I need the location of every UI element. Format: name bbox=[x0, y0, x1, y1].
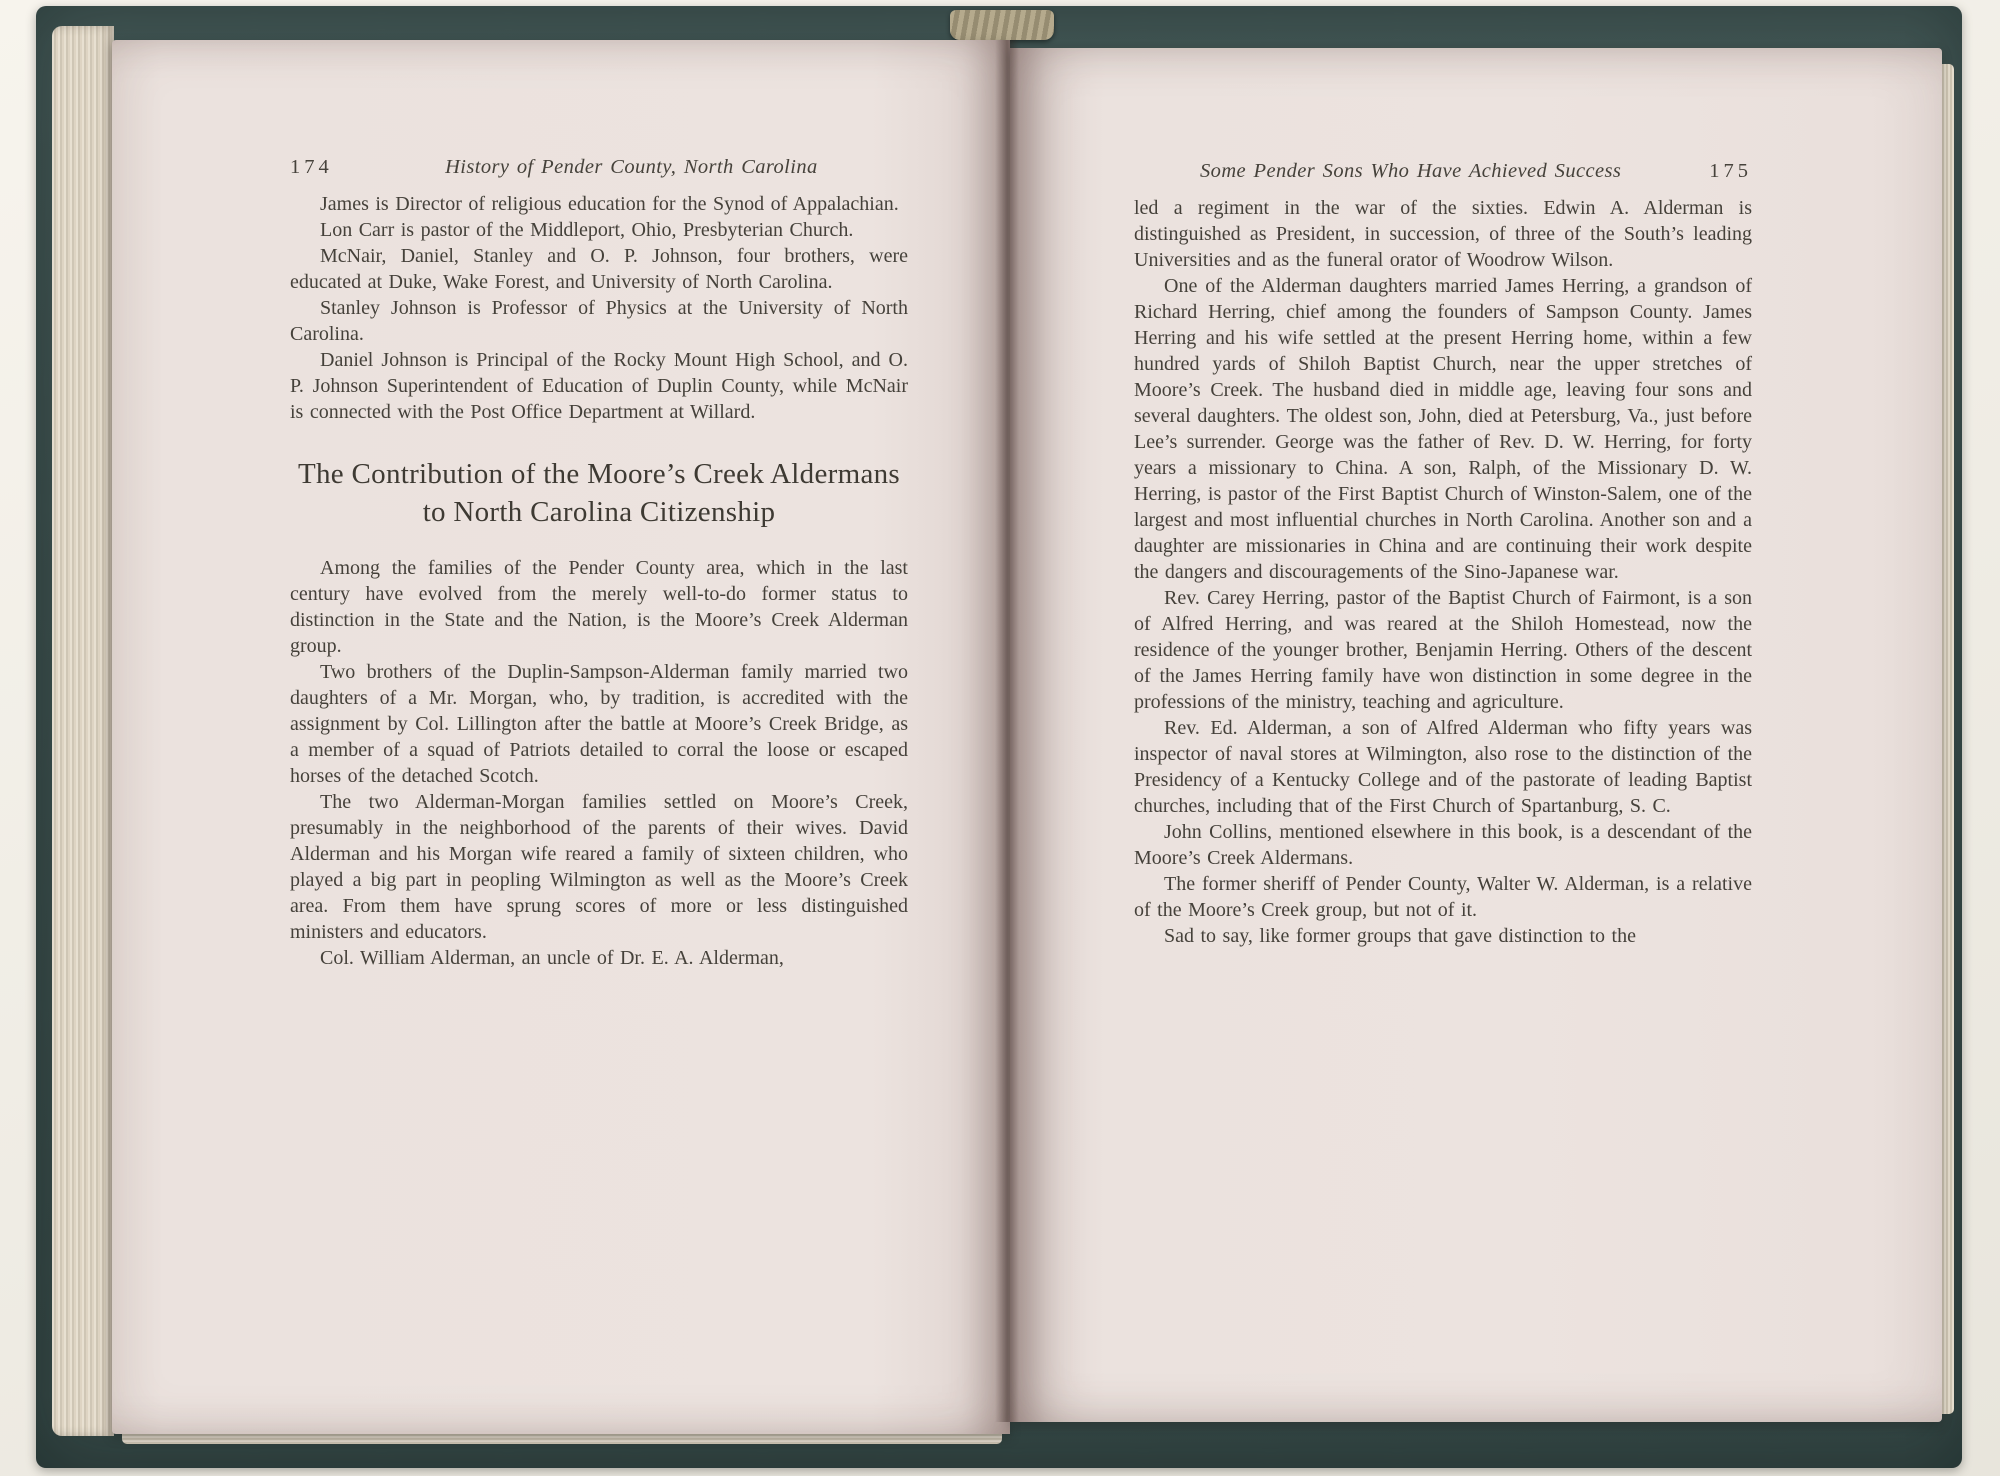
paragraph: Rev. Ed. Alderman, a son of Alfred Alderman who fifty years was inspector of naval stores at Wilmington, also rose to the distinction of the Presidency of a Kentucky College and of the pastorate of leading Baptist churches, including that of the First Church of Spartanburg, S. C. bbox=[1134, 717, 1752, 817]
paragraph: Among the families of the Pender County area, which in the last century have evolved from the merely well-to-do former status to distinction in the State and the Nation, is the Moore’s Creek Alderman group. bbox=[290, 557, 908, 657]
right-page bbox=[1010, 48, 1942, 1422]
paragraph: The two Alderman-Morgan families settled on Moore’s Creek, presumably in the neighborhood of the parents of their wives. David Alderman and his Morgan wife reared a family of sixteen children, who played a big part in peopling Wilmington as well as the Moore’s Creek area. From them have sprung scores of more or less distinguished ministers and educators. bbox=[290, 791, 908, 943]
paragraph: The former sheriff of Pender County, Walter W. Alderman, is a relative of the Moore’s Creek group, but not of it. bbox=[1134, 873, 1752, 921]
left-page bbox=[112, 40, 1010, 1434]
paragraph: Stanley Johnson is Professor of Physics at the University of North Carolina. bbox=[290, 297, 908, 345]
right-page-text-block bbox=[1134, 160, 1752, 949]
running-head bbox=[290, 156, 908, 179]
paragraph: One of the Alderman daughters married James Herring, a grandson of Richard Herring, chief among the founders of Sampson County. James Herring and his wife settled at the present Herring home, within a few hundred yards of Shiloh Baptist Church, near the upper stretches of Moore’s Creek. The husband died in middle age, leaving four sons and several daughters. The oldest son, John, died at Petersburg, Va., just before Lee’s surrender. George was the father of Rev. D. W. Herring, for forty years a missionary to China. A son, Ralph, of the Missionary D. W. Herring, is pastor of the First Baptist Church of Winston-Salem, one of the largest and most influential churches in North Carolina. Another son and a daughter are missionaries in China and are continuing their work despite the dangers and discouragements of the Sino-Japanese war. bbox=[1134, 275, 1752, 583]
paragraph: Col. William Alderman, an uncle of Dr. E. A. Alderman, bbox=[320, 947, 784, 969]
left-page-edges bbox=[52, 26, 114, 1436]
section-heading: The Contribution of the Moore’s Creek Aldermans to North Carolina Citizenship bbox=[297, 458, 901, 528]
paragraph: Daniel Johnson is Principal of the Rocky Mount High School, and O. P. Johnson Superintendent of Education of Duplin County, while McNair is connected with the Post Office Department at Willard. bbox=[290, 349, 908, 423]
page-number: 174 bbox=[290, 156, 333, 178]
running-head bbox=[1134, 160, 1752, 183]
headband bbox=[950, 10, 1054, 40]
paragraph: John Collins, mentioned elsewhere in this book, is a descendant of the Moore’s Creek Aldermans. bbox=[1134, 821, 1752, 869]
paragraph: Two brothers of the Duplin-Sampson-Alderman family married two daughters of a Mr. Morgan, who, by tradition, is accredited with the assignment by Col. Lillington after the battle at Moore’s Creek Bridge, as a member of a squad of Patriots detailed to corral the loose or escaped horses of the detached Scotch. bbox=[290, 661, 908, 787]
paragraph: Rev. Carey Herring, pastor of the Baptist Church of Fairmont, is a son of Alfred Herring, and was reared at the Shiloh Homestead, now the residence of the younger brother, Benjamin Herring. Others of the descent of the James Herring family have won distinction in some degree in the professions of the ministry, teaching and agriculture. bbox=[1134, 587, 1752, 713]
paragraph: McNair, Daniel, Stanley and O. P. Johnson, four brothers, were educated at Duke, Wake Forest, and University of North Carolina. bbox=[290, 245, 908, 293]
paragraph: Sad to say, like former groups that gave distinction to the bbox=[1164, 925, 1636, 947]
paragraph: Lon Carr is pastor of the Middleport, Ohio, Presbyterian Church. bbox=[320, 219, 854, 241]
page-number: 175 bbox=[1709, 160, 1752, 182]
running-title: Some Pender Sons Who Have Achieved Success bbox=[1200, 160, 1622, 182]
paragraph: James is Director of religious education for the Synod of Appalachian. bbox=[320, 193, 899, 215]
paragraph: led a regiment in the war of the sixties. Edwin A. Alderman is distinguished as President, in succession, of three of the South’s leading Universities and as the funeral orator of Woodrow Wilson. bbox=[1134, 197, 1752, 271]
running-title: History of Pender County, North Carolina bbox=[445, 156, 818, 178]
left-page-text-block bbox=[290, 156, 908, 971]
